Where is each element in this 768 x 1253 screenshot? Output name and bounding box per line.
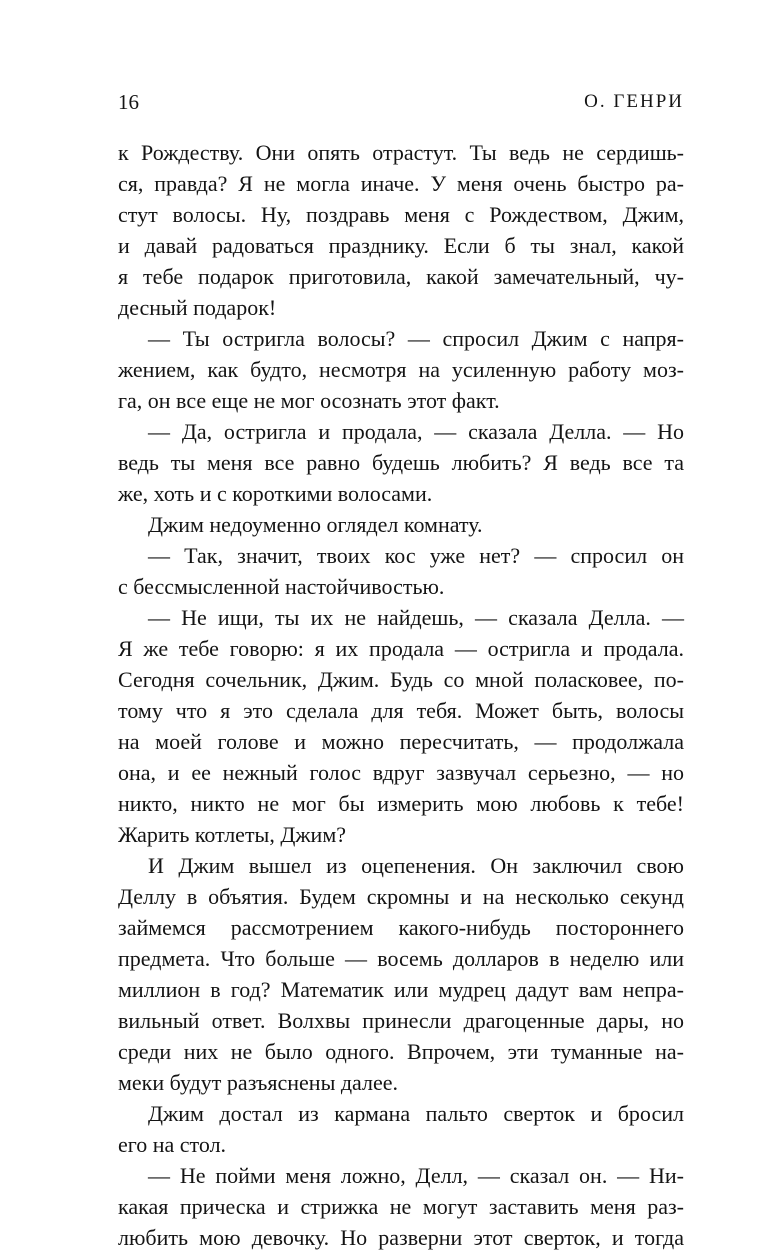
text-line: предмета. Что больше — восемь долларов в неделю или	[118, 946, 684, 971]
text-line: Жарить котлеты, Джим?	[118, 822, 347, 847]
text-line: и давай радоваться празднику. Если б ты знал, какой	[118, 233, 684, 258]
text-line: вильный ответ. Волхвы принесли драгоценные дары, но	[118, 1008, 684, 1033]
text-line: ся, правда? Я не могла иначе. У меня очень быстро ра-	[118, 171, 684, 196]
text-line: десный подарок!	[118, 295, 277, 320]
text-line: же, хоть и с короткими волосами.	[118, 481, 433, 506]
text-line: любить мою девочку. Но разверни этот сверток, и тогда	[118, 1225, 684, 1250]
text-line: какая прическа и стрижка не могут заставить меня раз-	[118, 1194, 684, 1219]
text-line: — Ты остригла волосы? — спросил Джим с напря-	[148, 326, 684, 351]
text-line: его на стол.	[118, 1132, 227, 1157]
text-line: Сегодня сочельник, Джим. Будь со мной поласковее, по-	[118, 667, 684, 692]
text-line: никто, никто не мог бы измерить мою любовь к тебе!	[118, 791, 684, 816]
text-line: среди них не было одного. Впрочем, эти туманные на-	[118, 1039, 684, 1064]
text-line: И Джим вышел из оцепенения. Он заключил свою	[148, 853, 684, 878]
text-line: ведь ты меня все равно будешь любить? Я ведь все та	[118, 450, 684, 475]
text-line: меки будут разъяснены далее.	[118, 1070, 399, 1095]
page-number: 16	[118, 90, 139, 114]
text-line: — Да, остригла и продала, — сказала Делла. — Но	[148, 419, 684, 444]
text-line: она, и ее нежный голос вдруг зазвучал серьезно, — но	[118, 760, 684, 785]
text-line: — Не ищи, ты их не найдешь, — сказала Делла. —	[148, 605, 684, 630]
text-line: жением, как будто, несмотря на усиленную работу моз-	[118, 357, 684, 382]
text-line: миллион в год? Математик или мудрец дадут вам непра-	[118, 977, 684, 1002]
text-line: займемся рассмотрением какого-нибудь постороннего	[118, 915, 684, 940]
text-line: стут волосы. Ну, поздравь меня с Рождеством, Джим,	[118, 202, 684, 227]
text-line: к Рождеству. Они опять отрастут. Ты ведь не сердишь-	[118, 140, 684, 165]
text-line: на моей голове и можно пересчитать, — продолжала	[118, 729, 684, 754]
text-line: тому что я это сделала для тебя. Может быть, волосы	[118, 698, 684, 723]
running-head	[118, 88, 684, 116]
text-line: Джим недоуменно оглядел комнату.	[148, 512, 483, 537]
text-line: га, он все еще не мог осознать этот факт.	[118, 388, 500, 413]
text-line: Джим достал из кармана пальто сверток и бросил	[148, 1101, 684, 1126]
text-line: с бессмысленной настойчивостью.	[118, 574, 445, 599]
text-line: — Не пойми меня ложно, Делл, — сказал он. — Ни-	[148, 1163, 684, 1188]
text-line: я тебе подарок приготовила, какой замечательный, чу-	[118, 264, 684, 289]
running-head-author: О. ГЕНРИ	[584, 91, 684, 112]
text-line: Деллу в объятия. Будем скромны и на несколько секунд	[118, 884, 684, 909]
body-text	[118, 137, 684, 1253]
text-line: Я же тебе говорю: я их продала — остригла и продала.	[118, 636, 684, 661]
text-line: — Так, значит, твоих кос уже нет? — спросил он	[148, 543, 684, 568]
